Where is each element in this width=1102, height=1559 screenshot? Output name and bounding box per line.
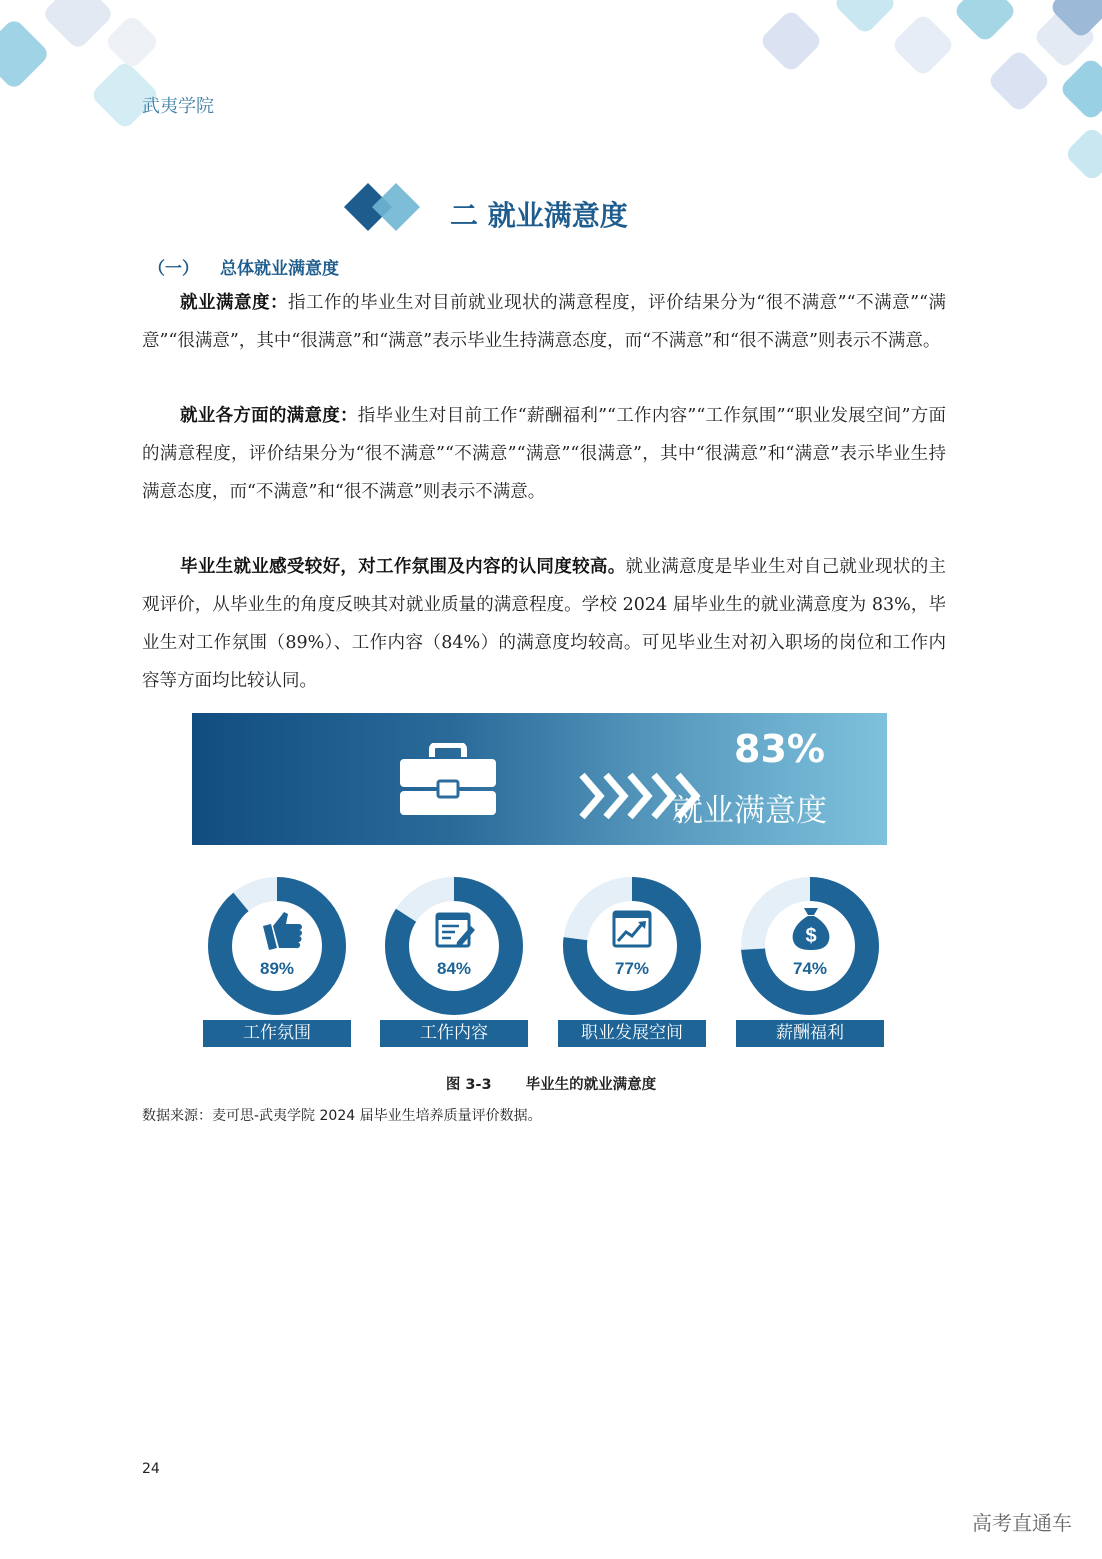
subsection-title: 总体就业满意度 bbox=[220, 259, 339, 279]
subsection-number: （一） bbox=[148, 259, 199, 279]
data-source: 数据来源：麦可思-武夷学院 2024 届毕业生培养质量评价数据。 bbox=[142, 1108, 542, 1124]
donut-value: 74% bbox=[792, 959, 828, 978]
overall-satisfaction-label: 就业满意度 bbox=[672, 793, 827, 829]
paragraph-lead: 就业各方面的满意度： bbox=[180, 406, 358, 426]
donut-value: 77% bbox=[614, 959, 650, 978]
section-title bbox=[345, 182, 765, 234]
title-diamond-light bbox=[372, 183, 420, 231]
trend-chart-icon bbox=[614, 912, 650, 946]
satisfaction-banner bbox=[192, 713, 887, 845]
figure-caption bbox=[0, 1073, 1102, 1094]
watermark: 高考直通车 bbox=[972, 1511, 1072, 1535]
overall-satisfaction-value: 83% bbox=[734, 727, 825, 771]
figure-title: 毕业生的就业满意度 bbox=[525, 1077, 657, 1093]
donut-label: 工作内容 bbox=[380, 1020, 528, 1047]
donut-label: 工作氛围 bbox=[203, 1020, 351, 1047]
briefcase-icon bbox=[398, 743, 498, 817]
svg-text:$: $ bbox=[805, 925, 817, 947]
paragraph-lead: 毕业生就业感受较好，对工作氛围及内容的认同度较高。 bbox=[180, 557, 626, 577]
donut-chart bbox=[562, 876, 702, 1016]
school-name: 武夷学院 bbox=[142, 96, 214, 117]
donut-chart bbox=[740, 876, 880, 1016]
paragraph-body: 指工作的毕业生对目前就业现状的满意程度，评价结果分为“很不满意”“不满意”“满意”“很满意”，其中“很满意”和“满意”表示毕业生持满意态度，而“不满意”和“很不满意”则表示不满意。 bbox=[142, 293, 947, 351]
paragraph-body: 就业满意度是毕业生对自己就业现状的主观评价，从毕业生的角度反映其对就业质量的满意程度。学校 2024 届毕业生的就业满意度为 83%，毕业生对工作氛围（89%）、工作内容（84%）的满意度均较高。可见毕业生对初入职场的岗位和工作内容等方面均比较认同。 bbox=[142, 557, 947, 691]
donut-chart bbox=[384, 876, 524, 1016]
document-edit-icon bbox=[437, 914, 475, 947]
money-bag-icon bbox=[793, 908, 830, 950]
figure-number: 图 3-3 bbox=[445, 1077, 492, 1093]
subsection-heading bbox=[148, 254, 339, 279]
donut-arc bbox=[220, 889, 334, 1003]
donut-label: 职业发展空间 bbox=[558, 1020, 706, 1047]
paragraph bbox=[142, 548, 946, 700]
page-title: 二 就业满意度 bbox=[450, 199, 628, 232]
donut-value: 89% bbox=[259, 959, 295, 978]
donut-label: 薪酬福利 bbox=[736, 1020, 884, 1047]
paragraph-body: 指毕业生对目前工作“薪酬福利”“工作内容”“工作氛围”“职业发展空间”方面的满意程度，评价结果分为“很不满意”“不满意”“满意”“很满意”，其中“很满意”和“满意”表示毕业生持满意态度，而“不满意”和“很不满意”则表示不满意。 bbox=[142, 406, 947, 502]
paragraph bbox=[142, 397, 946, 511]
paragraph-lead: 就业满意度： bbox=[180, 293, 289, 313]
page-number: 24 bbox=[142, 1461, 160, 1477]
thumbs-up-icon bbox=[263, 912, 302, 950]
paragraph bbox=[142, 284, 946, 360]
donut-chart bbox=[207, 876, 347, 1016]
donut-value: 84% bbox=[436, 959, 472, 978]
